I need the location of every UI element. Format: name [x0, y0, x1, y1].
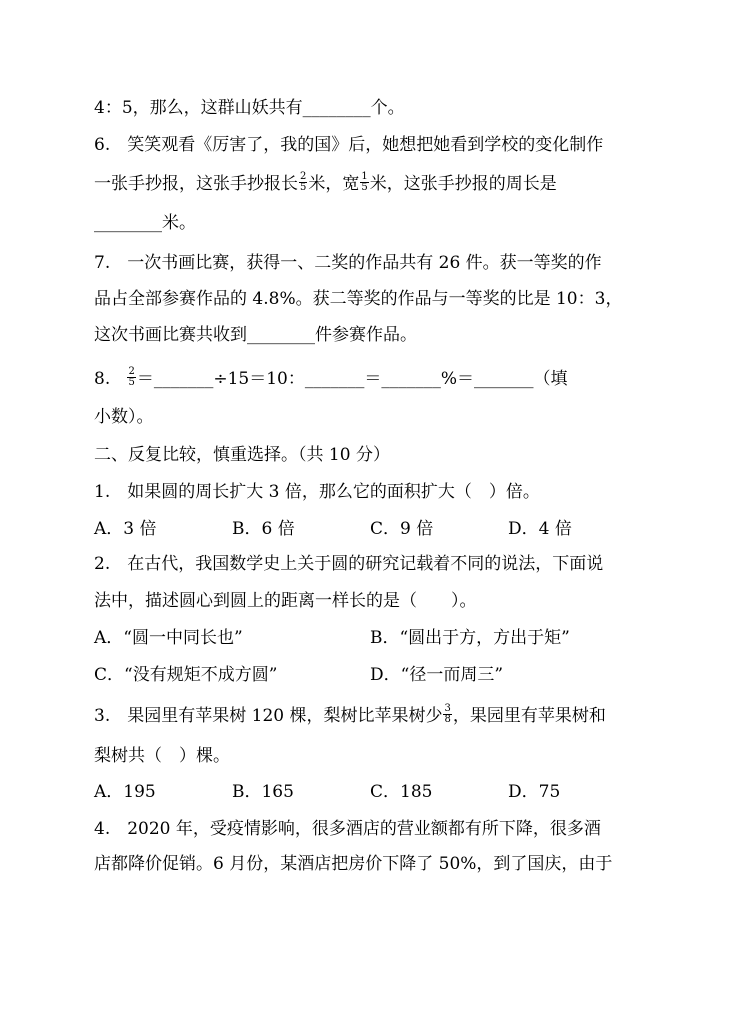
text-segment: 米，宽 — [308, 174, 360, 194]
text-segment: ＝_______÷15＝10：_______＝_______%＝_______（填 — [136, 369, 568, 389]
option-a: A．195 — [94, 782, 156, 802]
question-6-line-2 — [94, 173, 654, 195]
fraction-denominator: 8 — [444, 714, 451, 725]
text-line: 4：5，那么，这群山妖共有________个。 — [94, 98, 405, 118]
text-segment: 一张手抄报，这张手抄报长 — [94, 174, 298, 194]
fraction-numerator: 2 — [128, 366, 135, 377]
option-d: D．4 倍 — [508, 519, 572, 539]
fraction-denominator: 5 — [300, 182, 307, 193]
text-segment: ，果园里有苹果树和 — [452, 706, 606, 726]
option-b: B．“圆出于方，方出于矩” — [370, 628, 570, 648]
mc-question-3-line-2: 梨树共（ ）棵。 — [94, 746, 230, 766]
mc-question-2-line-2: 法中，描述圆心到圆上的距离一样长的是（ ）。 — [94, 591, 477, 611]
option-c: C．“没有规矩不成方圆” — [94, 665, 278, 685]
question-8-line-2: 小数）。 — [94, 407, 154, 427]
question-7-line-3: 这次书画比赛共收到________件参赛作品。 — [94, 325, 417, 345]
option-c: C．185 — [370, 782, 433, 802]
fraction-denominator: 5 — [128, 377, 135, 388]
option-b: B．6 倍 — [232, 519, 295, 539]
mc-question-2-line-1: 2. 在古代，我国数学史上关于圆的研究记载着不同的说法，下面说 — [94, 554, 604, 574]
question-7-line-2: 品占全部参赛作品的 4.8%。获二等奖的作品与一等奖的比是 10：3， — [94, 289, 623, 309]
section-heading: 二、反复比较，慎重选择。（共 10 分） — [94, 445, 390, 465]
option-d: D．75 — [508, 782, 561, 802]
question-number: 8. — [94, 369, 111, 389]
fraction — [443, 704, 451, 725]
question-8-line-1 — [94, 368, 654, 390]
option-b: B．165 — [232, 782, 294, 802]
mc-question-4-line-2: 店都降价促销。6 月份，某酒店把房价下降了 50%，到了国庆，由于 — [94, 854, 613, 874]
text-segment: 3. 果园里有苹果树 120 棵，梨树比苹果树少 — [94, 706, 443, 726]
question-6-line-3: ________米。 — [94, 213, 196, 233]
fraction — [127, 367, 135, 388]
fraction-numerator: 2 — [300, 171, 307, 182]
option-a: A．“圆一中同长也” — [94, 628, 243, 648]
fraction-numerator: 1 — [361, 171, 368, 182]
fraction — [299, 172, 307, 193]
mc-question-4-line-1: 4. 2020 年，受疫情影响，很多酒店的营业额都有所下降，很多酒 — [94, 819, 601, 839]
fraction — [360, 172, 368, 193]
mc-question-1: 1. 如果圆的周长扩大 3 倍，那么它的面积扩大（ ）倍。 — [94, 482, 540, 502]
fraction-numerator: 3 — [444, 703, 451, 714]
fraction-denominator: 5 — [361, 182, 368, 193]
option-c: C．9 倍 — [370, 519, 434, 539]
question-6-line-1: 6. 笑笑观看《厉害了，我的国》后，她想把她看到学校的变化制作 — [94, 135, 604, 155]
mc-question-3-line-1 — [94, 705, 654, 727]
text-segment: 米，这张手抄报的周长是 — [369, 174, 557, 194]
question-7-line-1: 7. 一次书画比赛，获得一、二奖的作品共有 26 件。获一等奖的作 — [94, 253, 602, 273]
option-a: A．3 倍 — [94, 519, 157, 539]
option-d: D．“径一而周三” — [370, 665, 504, 685]
